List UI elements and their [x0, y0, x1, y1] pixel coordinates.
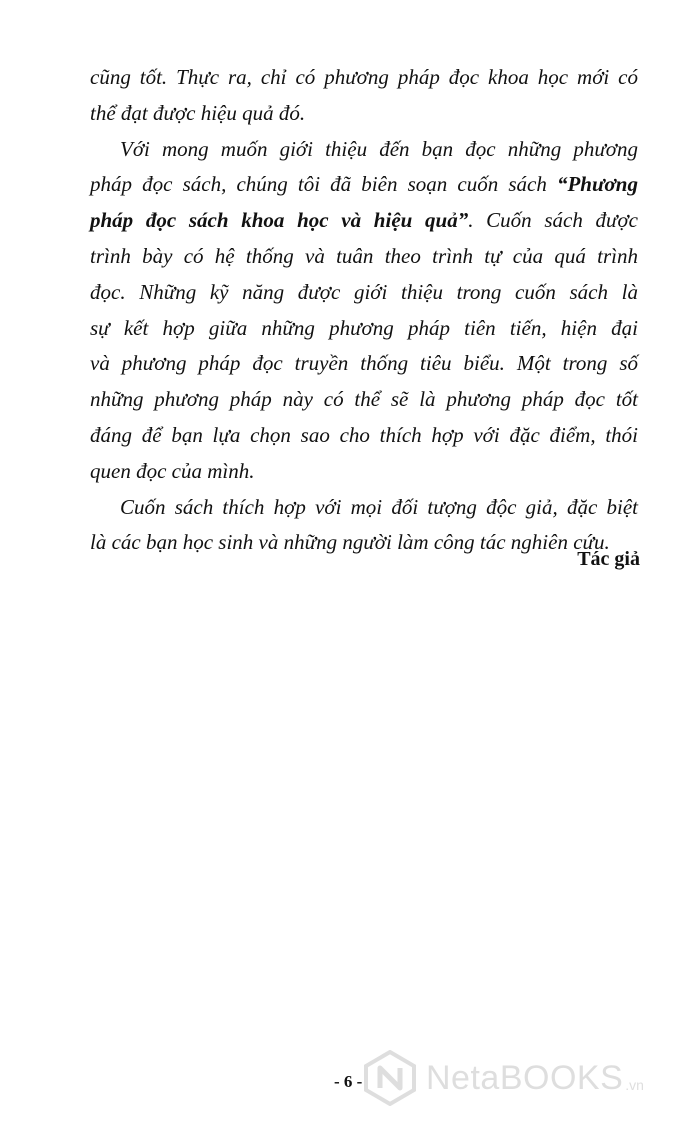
- text-line: và phương pháp đọc truyền thống tiêu biểu. Một trong số: [90, 351, 638, 376]
- book-title-part: pháp đọc sách khoa học và hiệu quả”: [90, 208, 469, 233]
- text-line: trình bày có hệ thống và tuân theo trình tự của quá trình: [90, 243, 638, 268]
- text-line-with-title: [90, 167, 638, 203]
- watermark-suffix: .vn: [625, 1077, 644, 1093]
- page-number: - 6 -: [334, 1072, 363, 1091]
- author-signature: Tác giả: [577, 548, 640, 570]
- text-line: Cuốn sách thích hợp với mọi đối tượng độc giả, đặc biệt: [120, 494, 638, 519]
- text-line: sự kết hợp giữa những phương pháp tiên tiến, hiện đại: [90, 315, 638, 340]
- text-line: những phương pháp này có thể sẽ là phương pháp đọc tốt: [90, 387, 638, 412]
- book-title-part: “Phương: [556, 172, 638, 197]
- text-fragment: pháp đọc sách, chúng tôi đã biên soạn cuốn sách: [90, 172, 557, 197]
- text-line: Với mong muốn giới thiệu đến bạn đọc những phương: [120, 136, 638, 161]
- paragraph-2: [90, 132, 638, 490]
- publisher-watermark: [362, 1046, 644, 1110]
- text-line: thể đạt được hiệu quả đó.: [90, 100, 306, 125]
- paragraph-3: [90, 490, 638, 562]
- text-line: đáng để bạn lựa chọn sao cho thích hợp với đặc điểm, thói: [90, 422, 638, 447]
- text-line: đọc. Những kỹ năng được giới thiệu trong cuốn sách là: [90, 279, 638, 304]
- text-fragment: . Cuốn sách được: [468, 208, 639, 233]
- text-line: quen đọc của mình.: [90, 458, 255, 483]
- paragraph-1: [90, 60, 638, 132]
- text-line-with-title: [90, 203, 638, 239]
- watermark-brand: NetaBOOKS: [426, 1058, 624, 1097]
- body-text: [90, 60, 638, 561]
- text-line: cũng tốt. Thực ra, chỉ có phương pháp đọc khoa học mới có: [90, 65, 638, 89]
- neta-logo-icon: [362, 1050, 418, 1106]
- text-line: là các bạn học sinh và những người làm công tác nghiên cứu.: [90, 530, 610, 555]
